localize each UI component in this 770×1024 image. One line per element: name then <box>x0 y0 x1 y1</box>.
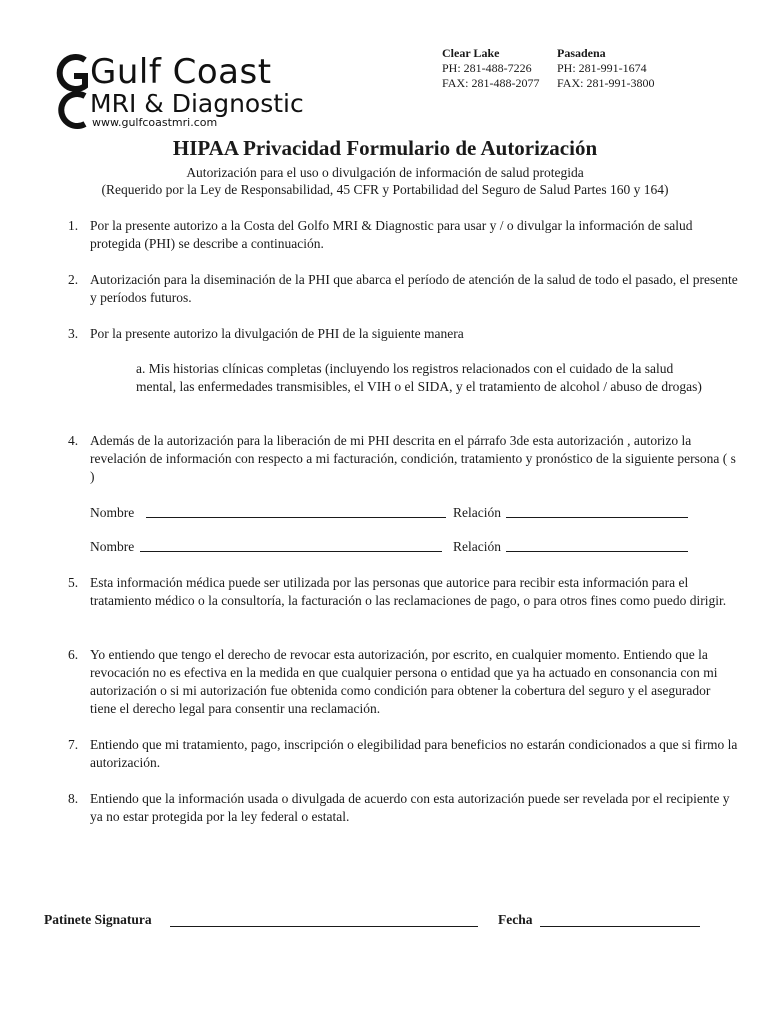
pasadena-name: Pasadena <box>557 46 606 60</box>
item-number: 3. <box>68 326 79 341</box>
name-label: Nombre <box>90 505 135 520</box>
sub-item-a: a. Mis historias clínicas completas (incluyendo los registros relacionados con el cuidado de la salud mental, las enfermedades transmisibles, el VIH o el SIDA, y el tratamiento de alcohol / abuso de drogas) <box>136 361 702 394</box>
clear-lake-name: Clear Lake <box>442 46 500 60</box>
form-title: HIPAA Privacidad Formulario de Autorización <box>172 136 598 160</box>
subtitle-line-2: (Requerido por la Ley de Responsabilidad, 45 CFR y Portabilidad del Seguro de Salud Partes 160 y 164) <box>101 182 669 197</box>
company-logo <box>52 52 322 132</box>
item-number: 4. <box>68 433 79 448</box>
item-text: Yo entiendo que tengo el derecho de revocar esta autorización, por escrito, en cualquier momento. Entiendo que la revocación no es efectiva en la medida en que cualquier persona o entidad que ya ha actuado en consonancia con mi autorización o si mi autorización fue obtenida como condición para obtener la cobertura del seguro y el asegurador tiene el derecho legal para consentir una reclamación. <box>90 647 718 716</box>
item-text: Esta información médica puede ser utilizada por las personas que autorice para recibir esta información para el tratamiento médico o la consultoría, la facturación o las reclamaciones de pago, o para otros fines como puedo dirigir. <box>90 575 727 608</box>
logo-subtitle: MRI & Diagnostic <box>90 89 304 118</box>
form-subtitle <box>0 164 770 198</box>
item-text: Por la presente autorizo la divulgación de PHI de la siguiente manera <box>90 326 464 341</box>
item-number: 7. <box>68 737 79 752</box>
item-number: 5. <box>68 575 79 590</box>
pasadena-phone: PH: 281-991-1674 <box>557 61 647 75</box>
relation-label: Relación <box>453 539 501 554</box>
subtitle-line-1: Autorización para el uso o divulgación de información de salud protegida <box>186 165 584 180</box>
date-field[interactable] <box>540 926 700 927</box>
clear-lake-fax: FAX: 281-488-2077 <box>442 76 540 90</box>
logo-title: Gulf Coast <box>90 52 272 92</box>
date-label: Fecha <box>498 912 533 927</box>
signature-label: Patinete Signatura <box>44 912 152 927</box>
name-field[interactable] <box>140 551 442 552</box>
item-text: Por la presente autorizo a la Costa del Golfo MRI & Diagnostic para usar y / o divulgar la información de salud protegida (PHI) se describe a continuación. <box>90 218 693 251</box>
item-number: 8. <box>68 791 79 806</box>
relation-field[interactable] <box>506 517 688 518</box>
pasadena-contact <box>557 46 654 91</box>
item-number: 6. <box>68 647 79 662</box>
item-text: Autorización para la diseminación de la PHI que abarca el período de atención de la salud de todo el pasado, el presente y períodos futuros. <box>90 272 738 305</box>
name-label: Nombre <box>90 539 135 554</box>
signature-field[interactable] <box>170 926 478 927</box>
pasadena-fax: FAX: 281-991-3800 <box>557 76 655 90</box>
logo-url: www.gulfcoastmri.com <box>92 116 218 129</box>
relation-field[interactable] <box>506 551 688 552</box>
clear-lake-contact <box>442 46 539 91</box>
name-field[interactable] <box>146 517 446 518</box>
item-text: Entiendo que la información usada o divulgada de acuerdo con esta autorización puede ser revelada por el recipiente y ya no estar protegida por la ley federal o estatal. <box>90 791 730 824</box>
relation-label: Relación <box>453 505 501 520</box>
item-number: 1. <box>68 218 79 233</box>
clear-lake-phone: PH: 281-488-7226 <box>442 61 532 75</box>
item-text: Además de la autorización para la liberación de mi PHI descrita en el párrafo 3de esta autorización , autorizo la revelación de información con respecto a mi facturación, condición, tratamiento y pronóstico de la siguiente persona ( s ) <box>90 433 736 484</box>
item-text: Entiendo que mi tratamiento, pago, inscripción o elegibilidad para beneficios no estarán condicionados a que si firmo la autorización. <box>90 737 738 770</box>
gc-monogram-icon <box>52 52 88 130</box>
item-number: 2. <box>68 272 79 287</box>
